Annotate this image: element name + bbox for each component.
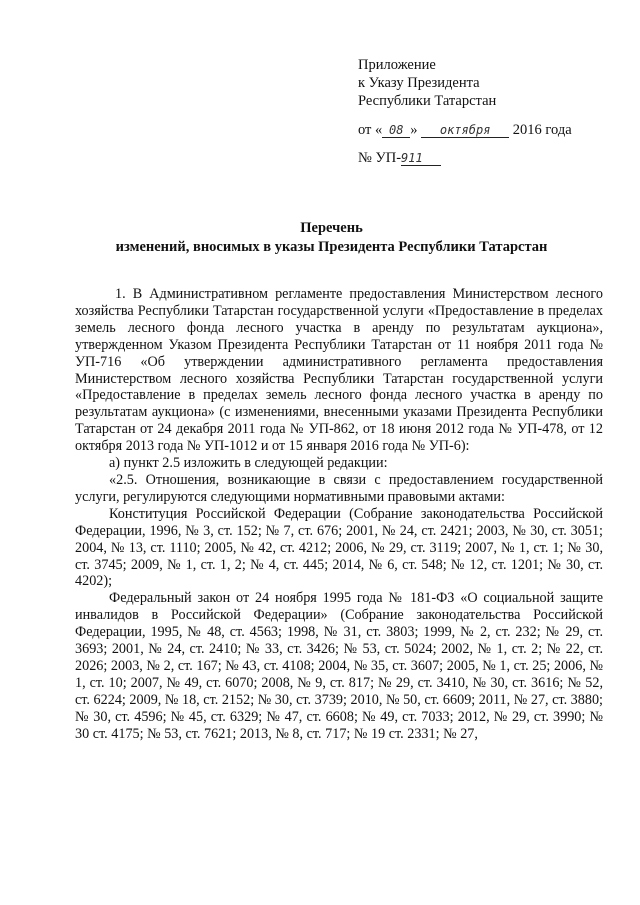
number-handwritten: 911 bbox=[401, 151, 441, 166]
date-day-handwritten: 08 bbox=[382, 123, 410, 138]
title-line-2: изменений, вносимых в указы Президента Республики Татарстан bbox=[115, 239, 548, 255]
paragraph-2: а) пункт 2.5 изложить в следующей редакции: bbox=[109, 455, 388, 472]
appendix-line-2: к Указу Президента bbox=[358, 75, 480, 91]
number-prefix: № УП- bbox=[358, 150, 402, 166]
date-suffix: 2016 года bbox=[512, 122, 572, 138]
appendix-block bbox=[358, 56, 572, 167]
document-title bbox=[60, 219, 603, 257]
paragraph-4: Конституция Российской Федерации (Собрание законодательства Российской Федерации, 1996, № 3, ст. 152; № 7, ст. 676; 2001, № 24, ст. 2421; 2003, № 30, ст. 3051; 2004, № 13, ст. 1110; 2005, № 42, ст. 4212; 2006, № 29, ст. 3119; 2007, № 1, ст. 1; № 30, ст. 3745; 2009, № 1, ст. 1, 2; № 4, ст. 445; 2014, № 6, ст. 548; № 12, ст. 1201; № 30, ст. 4202); bbox=[75, 505, 603, 590]
title-line-1: Перечень bbox=[300, 220, 363, 236]
paragraph-1: 1. В Административном регламенте предоставления Министерством лесного хозяйства Республики Татарстан государственной услуги «Предоставление в пределах земель лесного фонда лесного участка в аренду по результатам аукциона», утвержденном Указом Президента Республики Татарстан от 11 ноября 2011 года № УП-716 «Об утверждении административного регламента предоставления Министерством лесного хозяйства Республики Татарстан государственной услуги «Предоставление в пределах земель лесного фонда лесного участка в аренду по результатам аукциона» (с изменениями, внесенными указами Президента Республики Татарстан от 24 декабря 2011 года № УП-862, от 18 июня 2012 года № УП-478, от 12 октября 2013 года № УП-1012 и от 15 января 2016 года № УП-6): bbox=[75, 286, 603, 455]
document-body bbox=[75, 286, 603, 742]
paragraph-3: «2.5. Отношения, возникающие в связи с предоставлением государственной услуги, регулируются следующими нормативными правовыми актами: bbox=[75, 471, 603, 505]
date-month-handwritten: октября bbox=[421, 123, 509, 138]
date-prefix: от « bbox=[358, 122, 383, 138]
paragraph-5: Федеральный закон от 24 ноября 1995 года № 181-ФЗ «О социальной защите инвалидов в Российской Федерации» (Собрание законодательства Российской Федерации, 1995, № 48, ст. 4563; 1998, № 31, ст. 3803; 1999, № 2, ст. 232; № 29, ст. 3693; 2001, № 24, ст. 2410; № 33, ст. 3426; № 53, ст. 5024; 2002, № 1, ст. 2; № 22, ст. 2026; 2003, № 2, ст. 167; № 43, ст. 4108; 2004, № 35, ст. 3607; 2005, № 1, ст. 25; 2006, № 1, ст. 10; 2007, № 49, ст. 6070; 2008, № 9, ст. 817; № 29, ст. 3410, № 30, ст. 3616; № 52, ст. 6224; 2009, № 18, ст. 2152; № 30, ст. 3739; 2010, № 50, ст. 6609; 2011, № 27, ст. 3880; № 30, ст. 4596; № 45, ст. 6329; № 47, ст. 6608; № 49, ст. 7033; 2012, № 29, ст. 3990; № 30 ст. 4175; № 53, ст. 7621; 2013, № 8, ст. 717; № 19 ст. 2331; № 27, bbox=[75, 590, 603, 742]
decree-number bbox=[358, 149, 572, 167]
decree-date bbox=[358, 121, 572, 139]
appendix-line-3: Республики Татарстан bbox=[358, 93, 497, 109]
appendix-line-1: Приложение bbox=[358, 57, 436, 73]
date-mid: » bbox=[410, 122, 418, 138]
